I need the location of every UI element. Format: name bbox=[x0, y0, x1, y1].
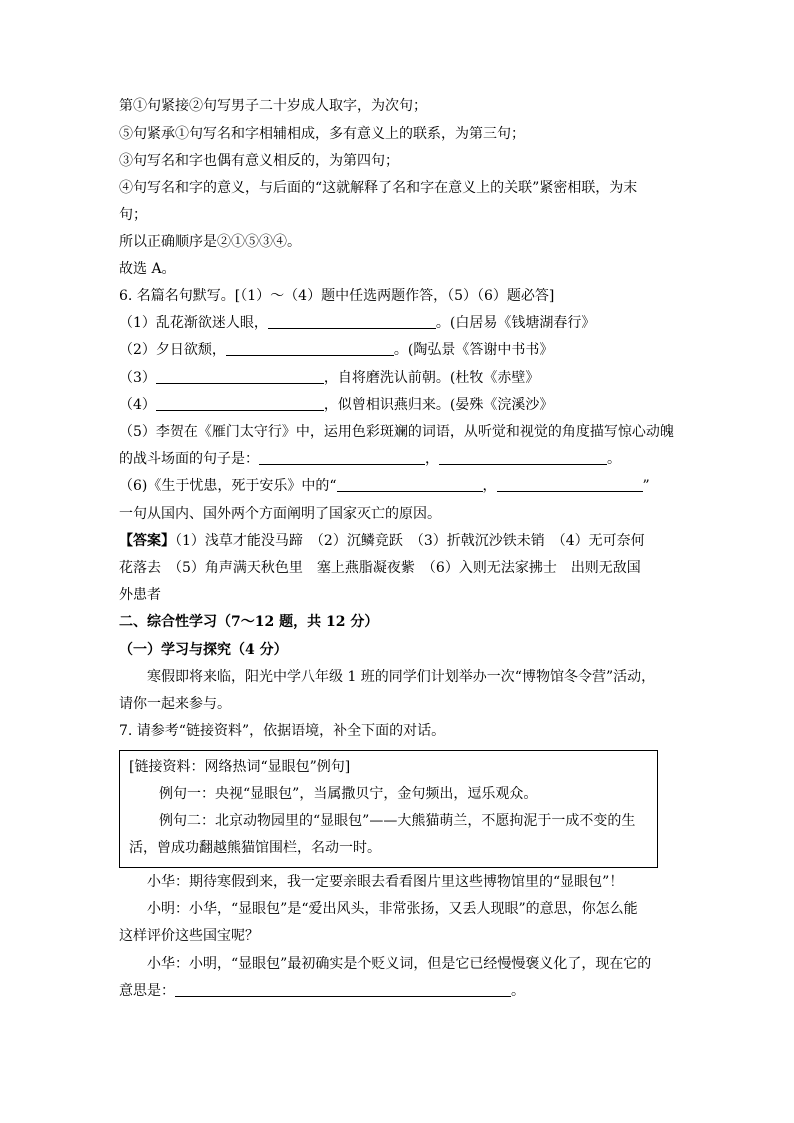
dialog-answer-blank[interactable] bbox=[175, 982, 511, 997]
dialog-line-3-cont bbox=[119, 981, 525, 1001]
q6-item-6-blank-2[interactable] bbox=[497, 477, 643, 492]
q6-item-3-blank[interactable] bbox=[156, 369, 324, 384]
explanation-line-7: 故选 A。 bbox=[119, 261, 176, 277]
q6-item-1-blank[interactable] bbox=[268, 314, 436, 329]
section-2-heading: 二、综合性学习（7～12 题，共 12 分） bbox=[119, 614, 379, 630]
q6-item-5-line-2 bbox=[119, 449, 621, 469]
q6-item-6-comma: ， bbox=[482, 478, 497, 494]
answer-label: 【答案】 bbox=[119, 533, 175, 549]
dialog-line-2: 小明：小华，“显眼包”是“爱出风头，非常张扬，又丢人现眼”的意思，你怎么能 bbox=[147, 901, 638, 917]
link-material-title: [链接资料：网络热词“显眼包”例句] bbox=[129, 759, 351, 775]
q6-item-5-blank-1[interactable] bbox=[259, 450, 425, 465]
dialog-line-3: 小华：小明，“显眼包”最初确实是个贬义词，但是它已经慢慢褒义化了，现在它的 bbox=[147, 956, 652, 972]
explanation-line-4: ④句写名和字的意义，与后面的“这就解释了名和字在意义上的关联”紧密相联，为末 bbox=[119, 180, 638, 196]
q6-item-3-prefix: （3） bbox=[119, 370, 156, 386]
q6-item-4-prefix: （4） bbox=[119, 397, 156, 413]
dialog-answer-prefix: 意思是： bbox=[119, 983, 175, 999]
link-material-example-1: 例句一：央视“显眼包”，当属撒贝宁，金句频出，逗乐观众。 bbox=[159, 786, 538, 802]
q6-item-1 bbox=[119, 313, 595, 333]
q6-item-2-blank[interactable] bbox=[226, 341, 394, 356]
link-material-example-2-line-1: 例句二：北京动物园里的“显眼包”——大熊猫萌兰，不愿拘泥于一成不变的生 bbox=[159, 813, 636, 829]
q6-item-5-line-1: （5）李贺在《雁门太守行》中，运用色彩斑斓的词语，从听觉和视觉的角度描写惊心动魄 bbox=[119, 424, 674, 440]
explanation-line-1: 第①句紧接②句写男子二十岁成人取字，为次句； bbox=[119, 98, 427, 114]
q6-item-4-suffix: ，似曾相识燕归来。(晏殊《浣溪沙》 bbox=[323, 397, 554, 413]
dialog-answer-end: 。 bbox=[511, 983, 525, 999]
section-2-intro-line-1: 寒假即将来临，阳光中学八年级 1 班的同学们计划举办一次“博物馆冬令营”活动， bbox=[147, 669, 656, 685]
answer-line-3: 外患者 bbox=[119, 587, 161, 603]
q6-item-2-prefix: （2）夕日欲颓， bbox=[119, 342, 226, 358]
q6-item-2-suffix: 。(陶弘景《答谢中书书》 bbox=[393, 342, 554, 358]
q6-item-5-blank-2[interactable] bbox=[439, 450, 607, 465]
q6-item-6-end: ” bbox=[642, 478, 650, 494]
q6-item-6-line-2: 一句从国内、国外两个方面阐明了国家灭亡的原因。 bbox=[119, 506, 441, 522]
section-2-intro-line-2: 请你一起来参与。 bbox=[119, 696, 231, 712]
q6-item-6-blank-1[interactable] bbox=[337, 477, 483, 492]
q6-item-6-prefix: （6)《生于忧患，死于安乐》中的“ bbox=[119, 478, 337, 494]
explanation-line-2: ⑤句紧承①句写名和字相辅相成，多有意义上的联系，为第三句； bbox=[119, 126, 525, 142]
q6-item-3 bbox=[119, 368, 539, 388]
answer-line-1 bbox=[119, 531, 645, 551]
q6-item-2 bbox=[119, 340, 553, 360]
answer-line-2: 花落去 （5）角声满天秋色里 塞上燕脂凝夜紫 （6）入则无法家拂士 出则无敌国 bbox=[119, 560, 641, 576]
explanation-line-6: 所以正确顺序是②①⑤③④。 bbox=[119, 234, 301, 250]
q6-item-5-comma: ， bbox=[425, 451, 439, 467]
q7-title: 7. 请参考“链接资料”，依据语境，补全下面的对话。 bbox=[119, 723, 446, 739]
answer-line-1-text: （1）浅草才能没马蹄 （2）沉鳞竞跃 （3）折戟沉沙铁未销 （4）无可奈何 bbox=[175, 533, 645, 549]
dialog-line-1: 小华：期待寒假到来，我一定要亲眼去看看图片里这些博物馆里的“显眼包”！ bbox=[147, 874, 624, 890]
link-material-example-2-line-2: 活，曾成功翻越熊猫馆围栏，名动一时。 bbox=[129, 840, 381, 856]
q6-item-4-blank[interactable] bbox=[156, 396, 324, 411]
explanation-line-5: 句； bbox=[119, 207, 147, 223]
q6-title: 6. 名篇名句默写。[（1）～（4）题中任选两题作答，（5）（6）题必答] bbox=[119, 288, 555, 304]
q6-item-5-end: 。 bbox=[607, 451, 621, 467]
section-2-subheading: （一）学习与探究（4 分） bbox=[119, 642, 288, 658]
explanation-line-3: ③句写名和字也偶有意义相反的，为第四句； bbox=[119, 153, 399, 169]
q6-item-6-line-1 bbox=[119, 476, 650, 496]
q6-item-5-prefix: 的战斗场面的句子是： bbox=[119, 451, 259, 467]
q6-item-3-suffix: ，自将磨洗认前朝。(杜牧《赤壁》 bbox=[323, 370, 540, 386]
q6-item-4 bbox=[119, 395, 553, 415]
dialog-line-2-cont: 这样评价这些国宝呢？ bbox=[119, 928, 259, 944]
q6-item-1-prefix: （1）乱花渐欲迷人眼， bbox=[119, 315, 268, 331]
q6-item-1-suffix: 。(白居易《钱塘湖春行》 bbox=[435, 315, 596, 331]
